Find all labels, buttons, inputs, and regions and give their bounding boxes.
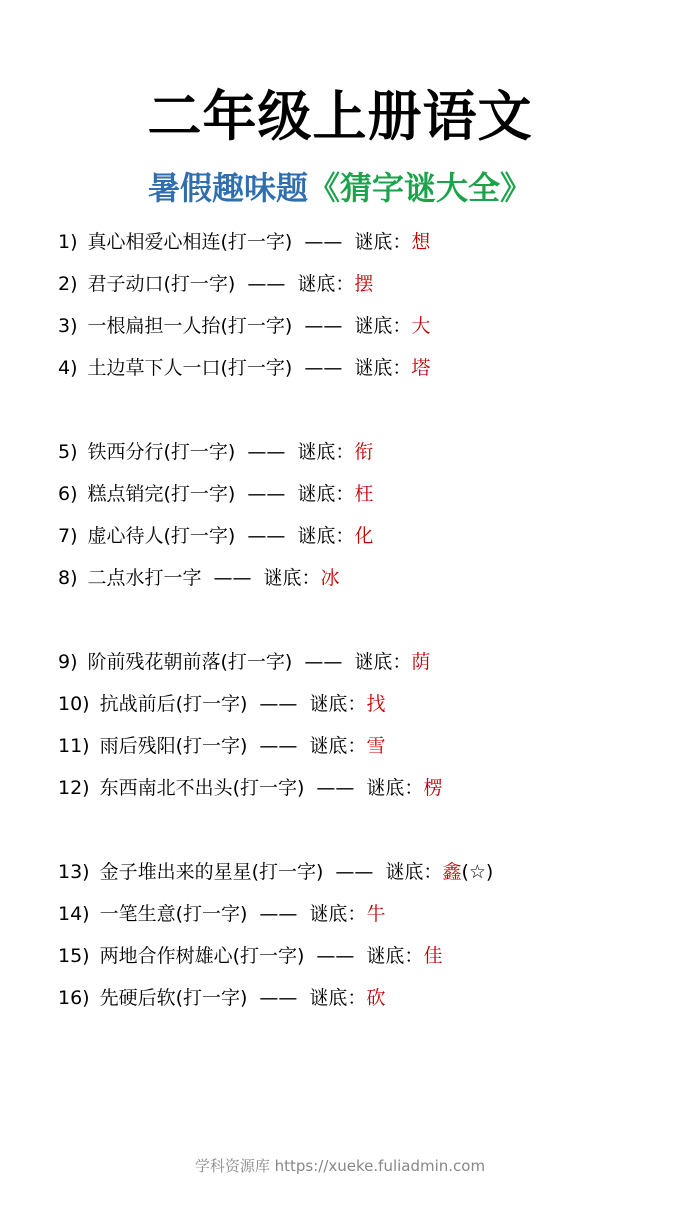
riddle-question: 君子动口(打一字): [87, 273, 236, 295]
riddle-answer: 衔: [354, 441, 374, 463]
answer-prefix: 谜底：: [385, 861, 443, 883]
riddle-question: 糕点销完(打一字): [87, 483, 236, 505]
riddle-number: 6): [58, 483, 78, 505]
riddle-answer: 化: [354, 525, 374, 547]
footer-source: 学科资源库 https://xueke.fuliadmin.com: [194, 1157, 486, 1175]
riddle-question: 二点水打一字: [87, 567, 202, 589]
riddle-answer: 找: [366, 693, 386, 715]
riddle-number: 11): [58, 735, 90, 757]
riddle-question: 先硬后软(打一字): [99, 987, 248, 1009]
page-subtitle: [0, 166, 680, 210]
answer-prefix: 谜底：: [309, 735, 367, 757]
riddle-answer: 楞: [423, 777, 443, 799]
riddle-dash: ——: [316, 945, 355, 967]
riddle-item: [58, 644, 430, 680]
answer-prefix: 谜底：: [297, 273, 355, 295]
riddle-question: 一笔生意(打一字): [99, 903, 248, 925]
answer-prefix: 谜底：: [297, 525, 355, 547]
riddle-dash: ——: [259, 903, 298, 925]
riddle-answer: 大: [411, 315, 431, 337]
riddle-answer: 砍: [366, 987, 386, 1009]
answer-prefix: 谜底：: [309, 903, 367, 925]
riddle-number: 14): [58, 903, 90, 925]
riddle-number: 2): [58, 273, 78, 295]
riddle-number: 16): [58, 987, 90, 1009]
riddle-dash: ——: [304, 651, 343, 673]
subtitle-part1: 暑假趣味题: [147, 169, 308, 207]
riddle-question: 土边草下人一口(打一字): [87, 357, 293, 379]
answer-prefix: 谜底：: [366, 777, 424, 799]
riddle-dash: ——: [304, 357, 343, 379]
riddle-question: 虚心待人(打一字): [87, 525, 236, 547]
riddle-dash: ——: [304, 315, 343, 337]
page-title: 二年级上册语文: [147, 85, 533, 148]
riddle-number: 3): [58, 315, 78, 337]
riddle-question: 东西南北不出头(打一字): [99, 777, 305, 799]
riddle-item: [58, 728, 385, 764]
riddle-question: 阶前残花朝前落(打一字): [87, 651, 293, 673]
riddle-number: 1): [58, 231, 78, 253]
riddle-dash: ——: [259, 987, 298, 1009]
riddle-dash: ——: [259, 735, 298, 757]
riddle-dash: ——: [316, 777, 355, 799]
subtitle-part2: 《猜字谜大全》: [308, 169, 533, 207]
riddle-item: [58, 350, 430, 386]
riddle-dash: ——: [247, 273, 286, 295]
riddle-question: 一根扁担一人抬(打一字): [87, 315, 293, 337]
answer-prefix: 谜底：: [366, 945, 424, 967]
riddle-dash: ——: [247, 483, 286, 505]
answer-prefix: 谜底：: [263, 567, 321, 589]
riddle-dash: ——: [335, 861, 374, 883]
riddle-item: [58, 476, 373, 512]
riddle-number: 13): [58, 861, 90, 883]
riddle-item: [58, 770, 442, 806]
riddle-answer: 枉: [354, 483, 374, 505]
riddle-item: [58, 854, 493, 890]
riddle-item: [58, 938, 442, 974]
riddle-item: [58, 980, 385, 1016]
riddle-answer: 雪: [366, 735, 386, 757]
riddle-item: [58, 896, 385, 932]
riddle-number: 10): [58, 693, 90, 715]
answer-prefix: 谜底：: [309, 693, 367, 715]
riddle-question: 铁西分行(打一字): [87, 441, 236, 463]
riddle-dash: ——: [247, 441, 286, 463]
riddle-answer: 想: [411, 231, 431, 253]
riddle-answer: 鑫: [442, 861, 462, 883]
riddle-answer: 冰: [320, 567, 340, 589]
riddle-question: 两地合作树雄心(打一字): [99, 945, 305, 967]
answer-suffix: (☆): [461, 861, 494, 883]
riddle-item: [58, 434, 373, 470]
riddle-item: [58, 266, 373, 302]
riddle-item: [58, 560, 340, 596]
riddle-item: [58, 308, 430, 344]
answer-prefix: 谜底：: [354, 357, 412, 379]
riddle-number: 9): [58, 651, 78, 673]
riddle-dash: ——: [213, 567, 252, 589]
answer-prefix: 谜底：: [309, 987, 367, 1009]
riddle-answer: 牛: [366, 903, 386, 925]
riddle-answer: 塔: [411, 357, 431, 379]
answer-prefix: 谜底：: [354, 315, 412, 337]
riddle-question: 雨后残阳(打一字): [99, 735, 248, 757]
answer-prefix: 谜底：: [354, 651, 412, 673]
riddle-answer: 荫: [411, 651, 431, 673]
riddle-question: 抗战前后(打一字): [99, 693, 248, 715]
riddle-number: 12): [58, 777, 90, 799]
riddle-dash: ——: [247, 525, 286, 547]
riddle-question: 金子堆出来的星星(打一字): [99, 861, 324, 883]
riddle-item: [58, 518, 373, 554]
riddle-number: 15): [58, 945, 90, 967]
riddle-item: [58, 224, 430, 260]
riddle-number: 8): [58, 567, 78, 589]
answer-prefix: 谜底：: [297, 441, 355, 463]
riddle-number: 5): [58, 441, 78, 463]
riddle-question: 真心相爱心相连(打一字): [87, 231, 293, 253]
riddle-answer: 摆: [354, 273, 374, 295]
riddle-number: 7): [58, 525, 78, 547]
riddle-item: [58, 686, 385, 722]
riddle-dash: ——: [304, 231, 343, 253]
answer-prefix: 谜底：: [297, 483, 355, 505]
riddle-number: 4): [58, 357, 78, 379]
answer-prefix: 谜底：: [354, 231, 412, 253]
riddle-answer: 佳: [423, 945, 443, 967]
riddle-dash: ——: [259, 693, 298, 715]
